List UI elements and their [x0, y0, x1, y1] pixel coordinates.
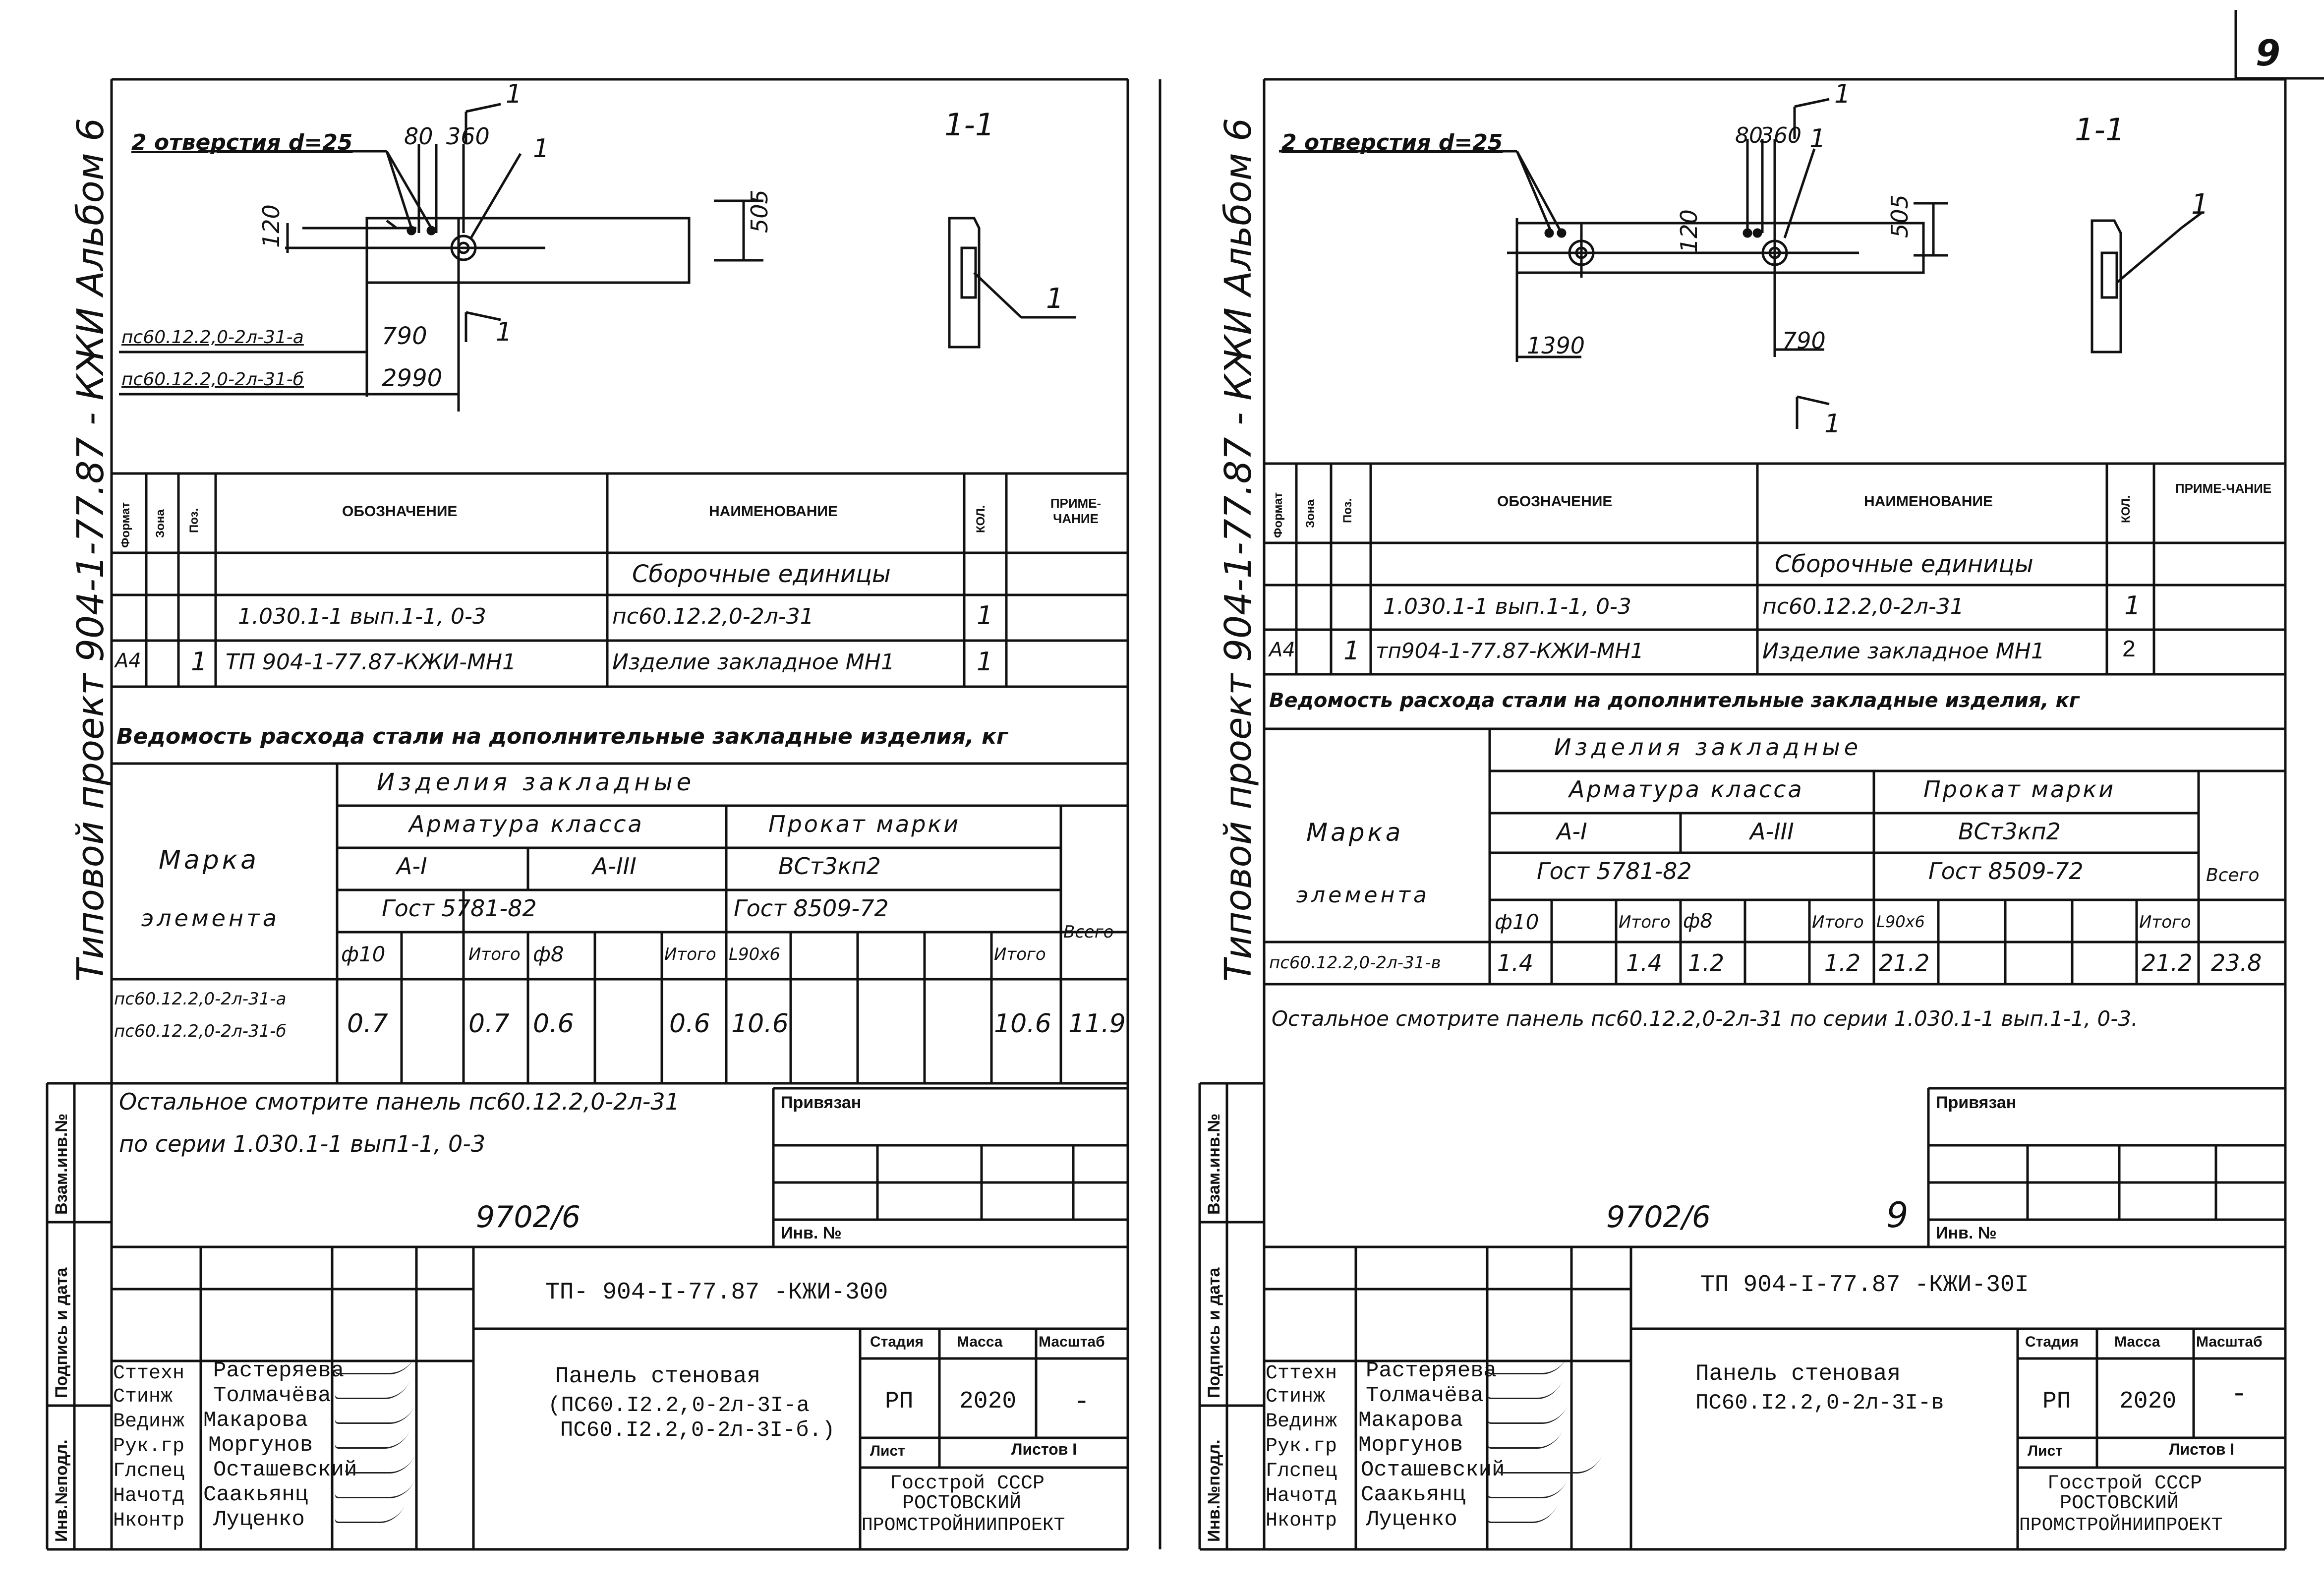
- left-value-d8: 0.6: [533, 1009, 574, 1039]
- left-a3: А-III: [592, 853, 637, 880]
- left-margin-inv: Инв.№подл.: [52, 1439, 71, 1542]
- left-steel-products: Изделия закладные: [377, 768, 696, 796]
- left-section-mark-top: 1: [506, 79, 523, 109]
- left-sheets-label: Листов I: [1011, 1440, 1077, 1458]
- right-inv-no: Инв. №: [1936, 1224, 1997, 1242]
- left-mark-label-1: Марка: [159, 845, 260, 875]
- right-hdr-format: Формат: [1272, 492, 1285, 538]
- right-mass: 2020: [2119, 1388, 2177, 1415]
- right-value-angle: 21.2: [1879, 949, 1930, 976]
- right-angle: L90х6: [1876, 912, 1925, 931]
- staff-name: Растеряева: [213, 1358, 345, 1383]
- left-org-1: Госстрой СССР: [890, 1473, 1045, 1495]
- right-itogo-1: Итого: [1619, 912, 1671, 932]
- right-title-1: Панель стеновая: [1695, 1361, 1901, 1387]
- left-stage-label: Стадия: [870, 1334, 924, 1350]
- left-dim-505: 505: [746, 189, 773, 233]
- right-hdr-name: НАИМЕНОВАНИЕ: [1864, 493, 1993, 510]
- staff-name: Моргунов: [208, 1433, 313, 1458]
- right-dim-1390: 1390: [1527, 332, 1585, 359]
- right-section-mark-bottom: 1: [1824, 409, 1841, 439]
- right-sheets-label: Листов I: [2169, 1440, 2235, 1458]
- staff-role: Вединж: [1266, 1411, 1337, 1433]
- right-rebar-label: Арматура класса: [1569, 776, 1804, 803]
- left-section-title: 1-1: [944, 107, 995, 143]
- left-section-mark-bottom: 1: [496, 317, 513, 347]
- left-section-label: Сборочные единицы: [632, 560, 891, 588]
- staff-role: Рук.гр: [113, 1435, 185, 1458]
- left-doc-code: ТП- 904-I-77.87 -КЖИ-300: [545, 1279, 888, 1306]
- staff-name: Саакьянц: [203, 1482, 308, 1507]
- left-value-angle: 10.6: [731, 1009, 789, 1039]
- left-variant-a-dim: 790: [382, 322, 427, 350]
- right-doc-code: ТП 904-I-77.87 -КЖИ-30I: [1700, 1272, 2029, 1298]
- staff-name: Осташевский: [213, 1458, 357, 1482]
- right-steel-title: Ведомость расхода стали на дополнительные закладные изделия, кг: [1269, 689, 2080, 712]
- left-row1-qty: 1: [977, 601, 993, 631]
- right-steel-products: Изделия закладные: [1554, 734, 1862, 761]
- left-mass-label: Масса: [957, 1334, 1003, 1350]
- left-callout-1: 1: [533, 134, 550, 164]
- left-hdr-format: Формат: [119, 502, 132, 548]
- right-row2-designation: тп904-1-77.87-КЖИ-МН1: [1376, 639, 1644, 663]
- right-dim-790: 790: [1782, 327, 1826, 354]
- right-stage: РП: [2042, 1388, 2071, 1415]
- staff-role: Сттехн: [113, 1362, 185, 1385]
- right-rolled-label: Прокат марки: [1923, 776, 2116, 803]
- staff-name: Растеряева: [1366, 1358, 1497, 1383]
- left-side-title: Типовой проект 904-1-77.87 - КЖИ Альбом 6: [69, 118, 112, 982]
- left-holes-label: 2 отверстия d=25: [131, 130, 353, 155]
- staff-name: Луценко: [213, 1507, 305, 1532]
- left-angle: L90х6: [729, 944, 780, 964]
- left-steel-title: Ведомость расхода стали на дополнительные закладные изделия, кг: [116, 724, 1008, 749]
- right-section-callout: 1: [2191, 188, 2209, 221]
- left-margin-vzam: Взам.инв.№: [52, 1113, 71, 1215]
- left-row2-name: Изделие закладное МН1: [612, 649, 895, 675]
- left-row2-designation: ТП 904-1-77.87-КЖИ-МН1: [226, 649, 516, 675]
- right-section-title: 1-1: [2075, 112, 2125, 148]
- left-d10: ф10: [341, 942, 386, 966]
- right-element: пс60.12.2,0-2л-31-в: [1269, 953, 1441, 973]
- left-title-3: ПС60.I2.2,0-2л-3I-б.): [560, 1418, 835, 1443]
- right-margin-vzam: Взам.инв.№: [1205, 1113, 1223, 1215]
- left-dim-360: 360: [446, 123, 490, 150]
- left-row1-name: пс60.12.2,0-2л-31: [612, 604, 814, 629]
- left-privyazan: Привязан: [781, 1093, 862, 1112]
- right-value-d8: 1.2: [1688, 949, 1725, 976]
- right-margin-inv: Инв.№подл.: [1205, 1439, 1223, 1542]
- left-org-2: РОСТОВСКИЙ: [902, 1492, 1022, 1515]
- left-element-a: пс60.12.2,0-2л-31-а: [114, 989, 287, 1009]
- staff-name: Луценко: [1366, 1507, 1457, 1532]
- left-scale: -: [1073, 1386, 1090, 1417]
- right-org-3: ПРОМСТРОЙНИИПРОЕКТ: [2019, 1515, 2223, 1536]
- right-value-total: 23.8: [2211, 949, 2262, 976]
- right-row1-designation: 1.030.1-1 вып.1-1, 0-3: [1383, 594, 1631, 619]
- right-d10: ф10: [1495, 910, 1539, 934]
- staff-role: Рук.гр: [1266, 1435, 1337, 1458]
- left-hdr-note: ПРИМЕ-ЧАНИЕ: [1050, 496, 1102, 526]
- left-a1: А-I: [397, 853, 427, 880]
- left-sheet-label: Лист: [870, 1443, 905, 1459]
- right-side-title: Типовой проект 904-1-77.87 - КЖИ Альбом 6: [1217, 118, 1260, 982]
- right-title-2: ПС60.I2.2,0-2л-3I-в: [1695, 1391, 1944, 1416]
- left-hdr-name: НАИМЕНОВАНИЕ: [709, 503, 838, 520]
- left-variant-b-dim: 2990: [382, 364, 443, 392]
- left-dim-120: 120: [258, 204, 285, 248]
- right-note: Остальное смотрите панель пс60.12.2,0-2л-31 по серии 1.030.1-1 вып.1-1, 0-3.: [1272, 1006, 2138, 1031]
- right-value-itogo2: 1.2: [1824, 949, 1861, 976]
- right-privyazan: Привязан: [1936, 1093, 2017, 1112]
- right-dim-120: 120: [1676, 209, 1702, 253]
- left-variant-a: пс60.12.2,0-2л-31-а: [121, 327, 304, 348]
- right-ref-number: 9702/6: [1606, 1200, 1711, 1235]
- staff-role: Начотд: [113, 1485, 185, 1507]
- left-d8: ф8: [533, 942, 564, 966]
- left-value-itogo3: 10.6: [994, 1009, 1051, 1039]
- left-hdr-pos: Поз.: [187, 508, 201, 533]
- staff-role: Глспец: [1266, 1460, 1337, 1482]
- left-scale-label: Масштаб: [1039, 1334, 1105, 1350]
- left-margin-podpis: Подпись и дата: [52, 1267, 71, 1398]
- right-mark-label-1: Марка: [1306, 818, 1404, 847]
- right-section-label: Сборочные единицы: [1775, 550, 2034, 578]
- right-section-mark-top: 1: [1834, 79, 1851, 109]
- right-mark-label-2: элемента: [1296, 883, 1430, 908]
- staff-name: Толмачёва: [213, 1383, 331, 1408]
- right-org-1: Госстрой СССР: [2047, 1473, 2203, 1495]
- right-row2-format: А4: [1269, 639, 1295, 661]
- right-itogo-3: Итого: [2139, 912, 2191, 932]
- left-itogo-3: Итого: [994, 944, 1046, 964]
- staff-name: Макарова: [1358, 1408, 1463, 1433]
- right-holes-label: 2 отверстия d=25: [1281, 130, 1503, 155]
- left-hdr-zone: Зона: [154, 509, 167, 538]
- left-dim-80: 80: [404, 123, 433, 150]
- left-stage: РП: [885, 1388, 914, 1415]
- left-steel-grade: ВСт3кп2: [778, 853, 881, 880]
- left-itogo-1: Итого: [468, 944, 521, 964]
- right-gost-b: Гост 8509-72: [1928, 858, 2084, 885]
- right-sheet-label: Лист: [2028, 1443, 2063, 1459]
- left-title-2: (ПС60.I2.2,0-2л-3I-а: [548, 1393, 810, 1418]
- left-hdr-designation: ОБОЗНАЧЕНИЕ: [342, 503, 458, 520]
- left-row2-format: А4: [115, 649, 141, 672]
- right-row2-name: Изделие закладное МН1: [1762, 639, 2045, 664]
- left-gost-b: Гост 8509-72: [734, 895, 889, 922]
- left-row2-qty: 1: [977, 647, 993, 677]
- staff-role: Нконтр: [113, 1510, 185, 1532]
- right-mass-label: Масса: [2114, 1334, 2160, 1350]
- left-value-itogo2: 0.6: [669, 1009, 710, 1039]
- right-row1-name: пс60.12.2,0-2л-31: [1762, 594, 1964, 619]
- right-d8: ф8: [1683, 910, 1713, 933]
- left-row1-designation: 1.030.1-1 вып.1-1, 0-3: [238, 604, 486, 629]
- right-a3: А-III: [1750, 818, 1794, 845]
- left-hdr-qty: КОЛ.: [974, 505, 988, 533]
- page-number: 9: [2256, 32, 2281, 74]
- right-row2-qty: 2: [2122, 637, 2136, 664]
- right-hdr-zone: Зона: [1304, 499, 1317, 528]
- staff-role: Стинж: [113, 1386, 173, 1408]
- staff-role: Нконтр: [1266, 1510, 1337, 1532]
- staff-name: Осташевский: [1361, 1458, 1505, 1482]
- right-dim-505: 505: [1886, 194, 1913, 238]
- right-hdr-pos: Поз.: [1341, 498, 1354, 523]
- right-row1-qty: 1: [2124, 591, 2141, 621]
- left-title-1: Панель стеновая: [555, 1363, 761, 1389]
- left-row2-pos: 1: [191, 647, 208, 677]
- right-row2-pos: 1: [1343, 636, 1360, 666]
- staff-role: Сттехн: [1266, 1362, 1337, 1385]
- left-note-1: Остальное смотрите панель пс60.12.2,0-2л-31: [119, 1088, 680, 1115]
- right-value-itogo1: 1.4: [1626, 949, 1663, 976]
- right-stage-label: Стадия: [2025, 1334, 2079, 1350]
- right-itogo-2: Итого: [1812, 912, 1864, 932]
- left-mass: 2020: [959, 1388, 1017, 1415]
- left-inv-no: Инв. №: [781, 1224, 842, 1242]
- right-hdr-designation: ОБОЗНАЧЕНИЕ: [1497, 493, 1613, 510]
- staff-role: Вединж: [113, 1411, 185, 1433]
- left-ref-number: 9702/6: [476, 1200, 581, 1235]
- staff-name: Саакьянц: [1361, 1482, 1466, 1507]
- right-margin-podpis: Подпись и дата: [1205, 1267, 1223, 1398]
- staff-name: Макарова: [203, 1408, 308, 1433]
- right-gost-a: Гост 5781-82: [1537, 858, 1692, 885]
- left-org-3: ПРОМСТРОЙНИИПРОЕКТ: [862, 1515, 1065, 1536]
- left-itogo-2: Итого: [664, 944, 716, 964]
- left-section-callout: 1: [1046, 283, 1064, 315]
- right-a1: А-I: [1557, 818, 1587, 845]
- left-value-d10: 0.7: [347, 1009, 388, 1039]
- left-variant-b: пс60.12.2,0-2л-31-б: [121, 369, 304, 390]
- right-dim-80: 80: [1735, 123, 1763, 148]
- staff-role: Стинж: [1266, 1386, 1326, 1408]
- left-note-2: по серии 1.030.1-1 вып1-1, 0-3: [119, 1130, 486, 1157]
- left-element-b: пс60.12.2,0-2л-31-б: [114, 1021, 287, 1041]
- left-rolled-label: Прокат марки: [768, 811, 961, 837]
- left-mark-label-2: элемента: [141, 905, 280, 932]
- staff-role: Глспец: [113, 1460, 185, 1482]
- right-hdr-qty: КОЛ.: [2119, 495, 2133, 523]
- right-scale: -: [2231, 1378, 2248, 1410]
- staff-role: Начотд: [1266, 1485, 1337, 1507]
- right-dim-360: 360: [1760, 123, 1801, 148]
- right-ref-sheet: 9: [1886, 1195, 1909, 1236]
- right-org-2: РОСТОВСКИЙ: [2060, 1492, 2179, 1515]
- right-value-itogo3: 21.2: [2142, 949, 2193, 976]
- right-scale-label: Масштаб: [2196, 1334, 2263, 1350]
- right-value-d10: 1.4: [1497, 949, 1534, 976]
- left-rebar-label: Арматура класса: [409, 811, 644, 837]
- left-value-total: 11.9: [1068, 1009, 1126, 1039]
- left-gost-a: Гост 5781-82: [382, 895, 537, 922]
- right-total-label: Всего: [2206, 865, 2260, 885]
- right-callout-1: 1: [1809, 124, 1826, 154]
- left-total-label: Всего: [1063, 922, 1114, 942]
- left-value-itogo1: 0.7: [468, 1009, 510, 1039]
- staff-name: Толмачёва: [1366, 1383, 1484, 1408]
- staff-name: Моргунов: [1358, 1433, 1463, 1458]
- right-steel-grade: ВСт3кп2: [1958, 818, 2061, 845]
- right-hdr-note: ПРИМЕ-ЧАНИЕ: [2175, 481, 2272, 496]
- signature: [1496, 1455, 1602, 1474]
